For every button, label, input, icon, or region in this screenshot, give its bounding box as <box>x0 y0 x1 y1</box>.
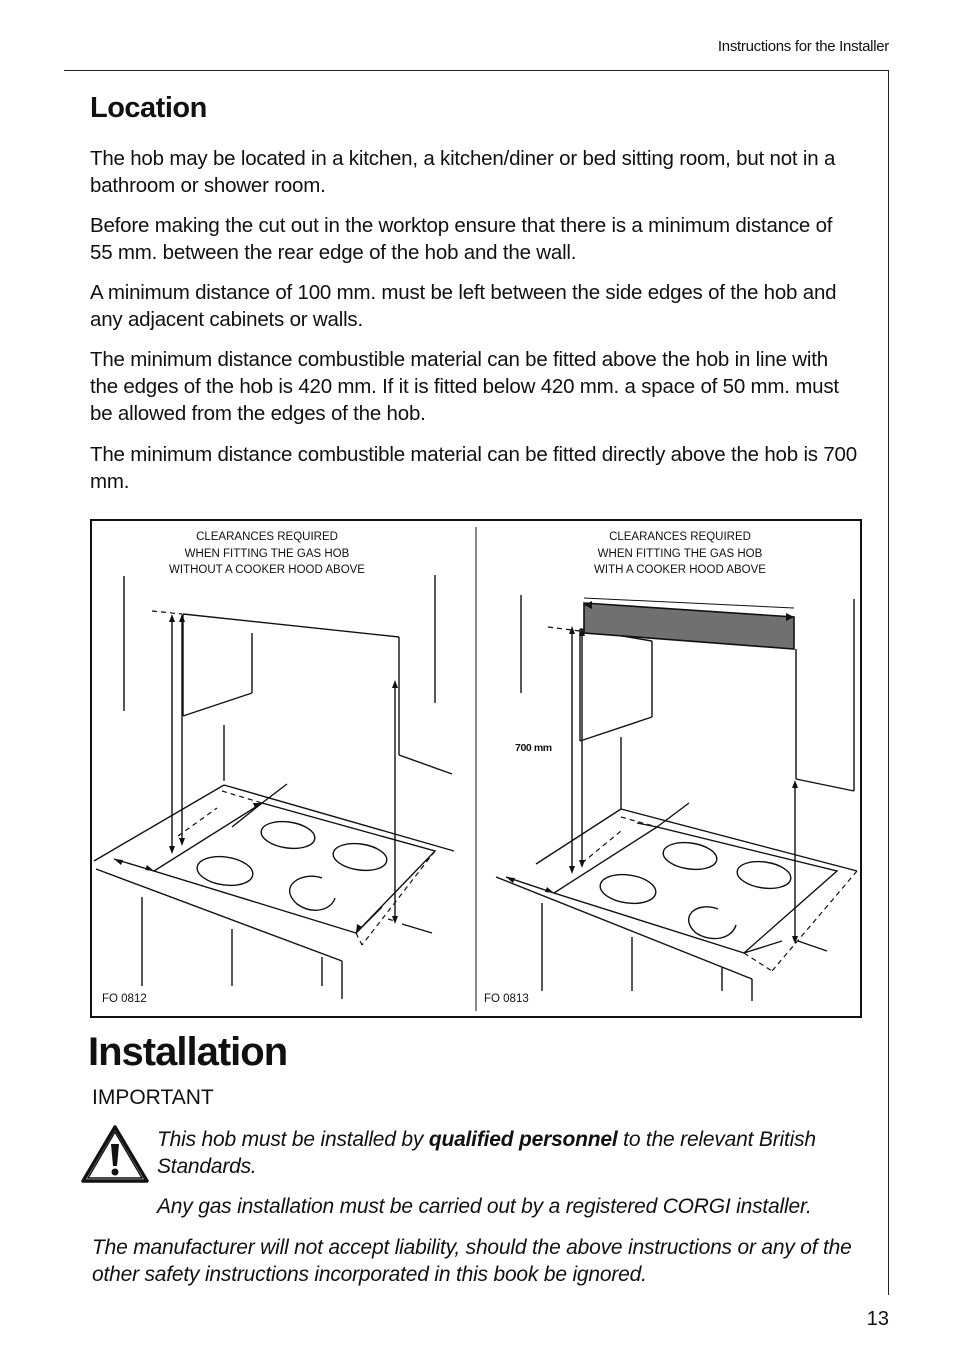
location-paragraph-4: The minimum distance combustible material can be fitted above the hob in line with the edges of the hob is 420 mm. If it is fitted below 420 mm. a space of 50 mm. must be allowed from the edges of the hob. <box>90 348 839 425</box>
location-paragraph-3: A minimum distance of 100 mm. must be left between the side edges of the hob and any adjacent cabinets or walls. <box>90 281 837 331</box>
page-number: 13 <box>866 1308 889 1330</box>
location-heading: Location <box>90 92 207 124</box>
location-paragraph-2: Before making the cut out in the worktop ensure that there is a minimum distance of 55 mm. between the rear edge of the hob and the wall. <box>90 214 833 264</box>
header-section-title: Instructions for the Installer <box>717 38 889 55</box>
clearance-diagrams <box>92 521 864 1020</box>
qualified-personnel-emphasis: qualified personnel <box>428 1128 618 1151</box>
warning-triangle-icon <box>80 1124 150 1184</box>
left-figure-code: FO 0812 <box>102 993 147 1005</box>
warning-text: This hob must be installed by qualified personnel to the relevant British Standards. <box>157 1128 816 1178</box>
important-label: IMPORTANT <box>92 1086 214 1109</box>
location-paragraph-1: The hob may be located in a kitchen, a kitchen/diner or bed sitting room, but not in a bathroom or shower room. <box>90 147 836 197</box>
dimension-label-700mm: 700 mm <box>515 742 552 754</box>
liability-text: The manufacturer will not accept liability, should the above instructions or any of the other safety instructions incorporated in this book be ignored. <box>92 1236 852 1286</box>
header-divider <box>64 70 889 71</box>
right-figure-code: FO 0813 <box>484 993 529 1005</box>
corgi-text: Any gas installation must be carried out by a registered CORGI installer. <box>157 1195 812 1218</box>
page-margin-rule <box>888 70 889 1295</box>
left-figure-caption: CLEARANCES REQUIRED WHEN FITTING THE GAS HOB WITHOUT A COOKER HOOD ABOVE <box>169 531 365 576</box>
right-figure-caption: CLEARANCES REQUIRED WHEN FITTING THE GAS HOB WITH A COOKER HOOD ABOVE <box>594 531 766 576</box>
location-paragraph-5: The minimum distance combustible material can be fitted directly above the hob is 700 mm. <box>90 443 857 493</box>
installation-heading: Installation <box>88 1030 288 1074</box>
clearance-figure <box>90 519 862 1018</box>
